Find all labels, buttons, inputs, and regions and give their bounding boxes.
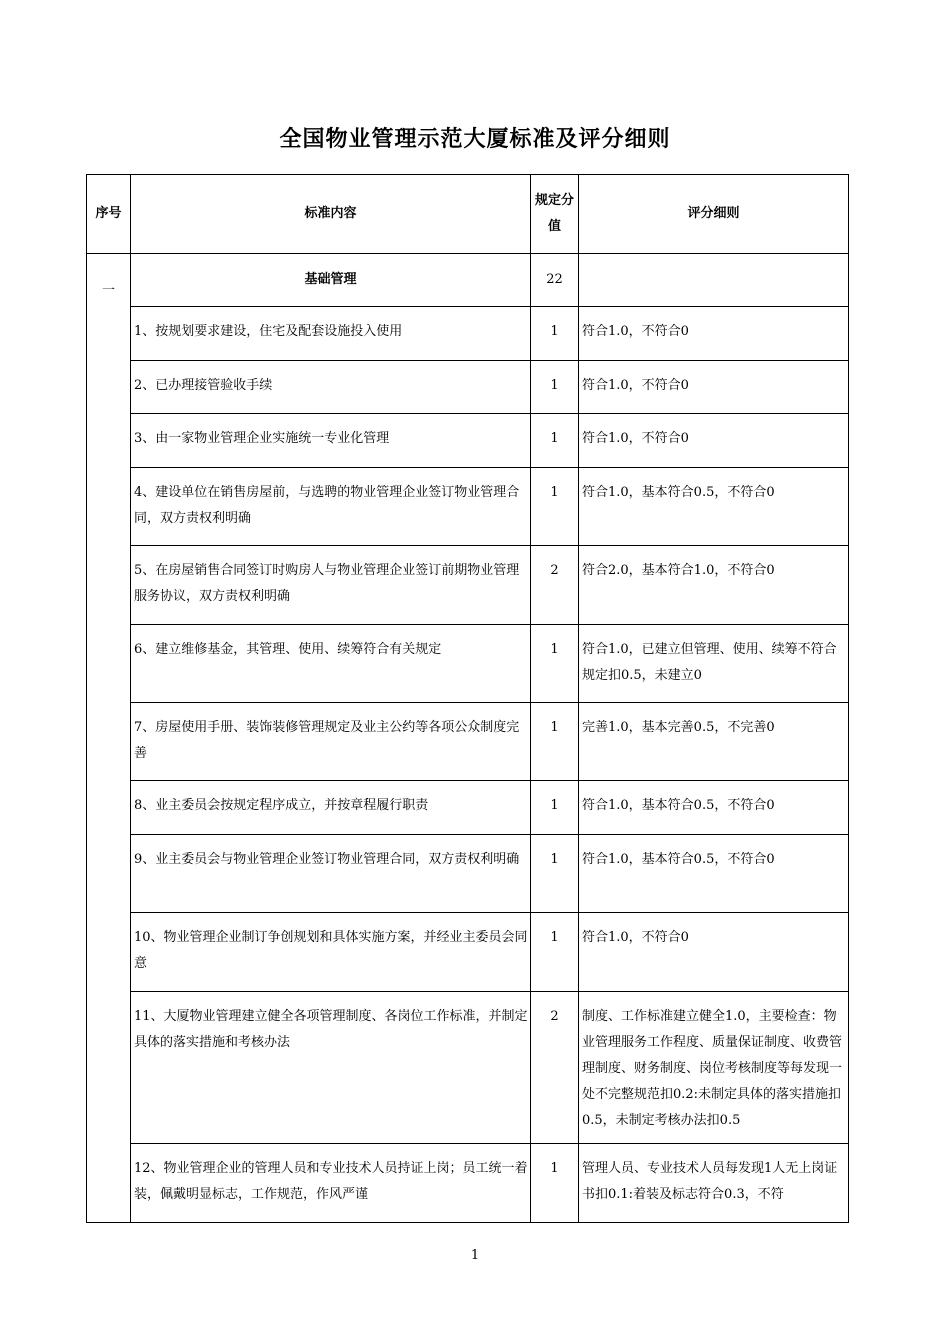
header-score: 规定分值 xyxy=(531,175,579,254)
table-row xyxy=(87,546,849,625)
row-content: 5、在房屋销售合同签订时购房人与物业管理企业签订前期物业管理服务协议，双方责权利明确 xyxy=(131,546,531,625)
row-score: 1 xyxy=(531,1144,579,1223)
row-detail: 符合1.0，基本符合0.5，不符合0 xyxy=(579,781,849,835)
row-detail: 制度、工作标准建立健全1.0，主要检查：物业管理服务工作程度、质量保证制度、收费管理制度、财务制度、岗位考核制度等每发现一处不完整规范扣0.2:未制定具体的落实措施扣0.5，未制定考核办法扣0.5 xyxy=(579,992,849,1144)
table-row xyxy=(87,913,849,992)
row-content: 2、已办理接管验收手续 xyxy=(131,361,531,414)
row-content: 8、业主委员会按规定程序成立，并按章程履行职责 xyxy=(131,781,531,835)
table-row xyxy=(87,781,849,835)
row-detail: 符合1.0，基本符合0.5，不符合0 xyxy=(579,468,849,546)
row-score: 1 xyxy=(531,414,579,468)
row-score: 1 xyxy=(531,307,579,361)
row-content: 3、由一家物业管理企业实施统一专业化管理 xyxy=(131,414,531,468)
section-row xyxy=(87,254,849,307)
row-content: 10、物业管理企业制订争创规划和具体实施方案，并经业主委员会同意 xyxy=(131,913,531,992)
table-row xyxy=(87,414,849,468)
row-detail: 符合1.0，不符合0 xyxy=(579,414,849,468)
row-content: 7、房屋使用手册、装饰装修管理规定及业主公约等各项公众制度完善 xyxy=(131,703,531,781)
row-detail: 管理人员、专业技术人员每发现1人无上岗证书扣0.1:着装及标志符合0.3，不符 xyxy=(579,1144,849,1223)
section-label: 基础管理 xyxy=(131,254,531,307)
row-score: 1 xyxy=(531,361,579,414)
row-score: 1 xyxy=(531,781,579,835)
row-score: 1 xyxy=(531,703,579,781)
table-row xyxy=(87,468,849,546)
section-score: 22 xyxy=(531,254,579,307)
page-title: 全国物业管理示范大厦标准及评分细则 xyxy=(279,127,671,152)
row-detail: 完善1.0，基本完善0.5，不完善0 xyxy=(579,703,849,781)
section-seq: 一 xyxy=(87,254,131,1223)
header-content: 标准内容 xyxy=(131,175,531,254)
table-row xyxy=(87,361,849,414)
row-detail: 符合1.0，不符合0 xyxy=(579,913,849,992)
row-score: 1 xyxy=(531,468,579,546)
row-content: 12、物业管理企业的管理人员和专业技术人员持证上岗；员工统一着装，佩戴明显标志，工作规范，作风严谨 xyxy=(131,1144,531,1223)
table-row xyxy=(87,625,849,703)
row-detail: 符合2.0，基本符合1.0，不符合0 xyxy=(579,546,849,625)
table-row xyxy=(87,1144,849,1223)
table-header-row xyxy=(87,175,849,254)
table-row xyxy=(87,307,849,361)
header-seq: 序号 xyxy=(87,175,131,254)
row-content: 1、按规划要求建设，住宅及配套设施投入使用 xyxy=(131,307,531,361)
table-row xyxy=(87,703,849,781)
row-score: 1 xyxy=(531,913,579,992)
row-content: 9、业主委员会与物业管理企业签订物业管理合同，双方责权利明确 xyxy=(131,835,531,913)
row-score: 2 xyxy=(531,992,579,1144)
row-detail: 符合1.0，已建立但管理、使用、续筹不符合规定扣0.5，未建立0 xyxy=(579,625,849,703)
row-detail: 符合1.0，基本符合0.5，不符合0 xyxy=(579,835,849,913)
section-detail xyxy=(579,254,849,307)
row-score: 1 xyxy=(531,835,579,913)
row-detail: 符合1.0，不符合0 xyxy=(579,307,849,361)
scoring-table xyxy=(86,174,849,1223)
page-number: 1 xyxy=(470,1248,480,1263)
row-detail: 符合1.0，不符合0 xyxy=(579,361,849,414)
header-detail: 评分细则 xyxy=(579,175,849,254)
row-content: 11、大厦物业管理建立健全各项管理制度、各岗位工作标准，并制定具体的落实措施和考核办法 xyxy=(131,992,531,1144)
row-content: 6、建立维修基金，其管理、使用、续筹符合有关规定 xyxy=(131,625,531,703)
row-score: 1 xyxy=(531,625,579,703)
row-score: 2 xyxy=(531,546,579,625)
table-row xyxy=(87,992,849,1144)
row-content: 4、建设单位在销售房屋前，与选聘的物业管理企业签订物业管理合同，双方责权利明确 xyxy=(131,468,531,546)
table-row xyxy=(87,835,849,913)
